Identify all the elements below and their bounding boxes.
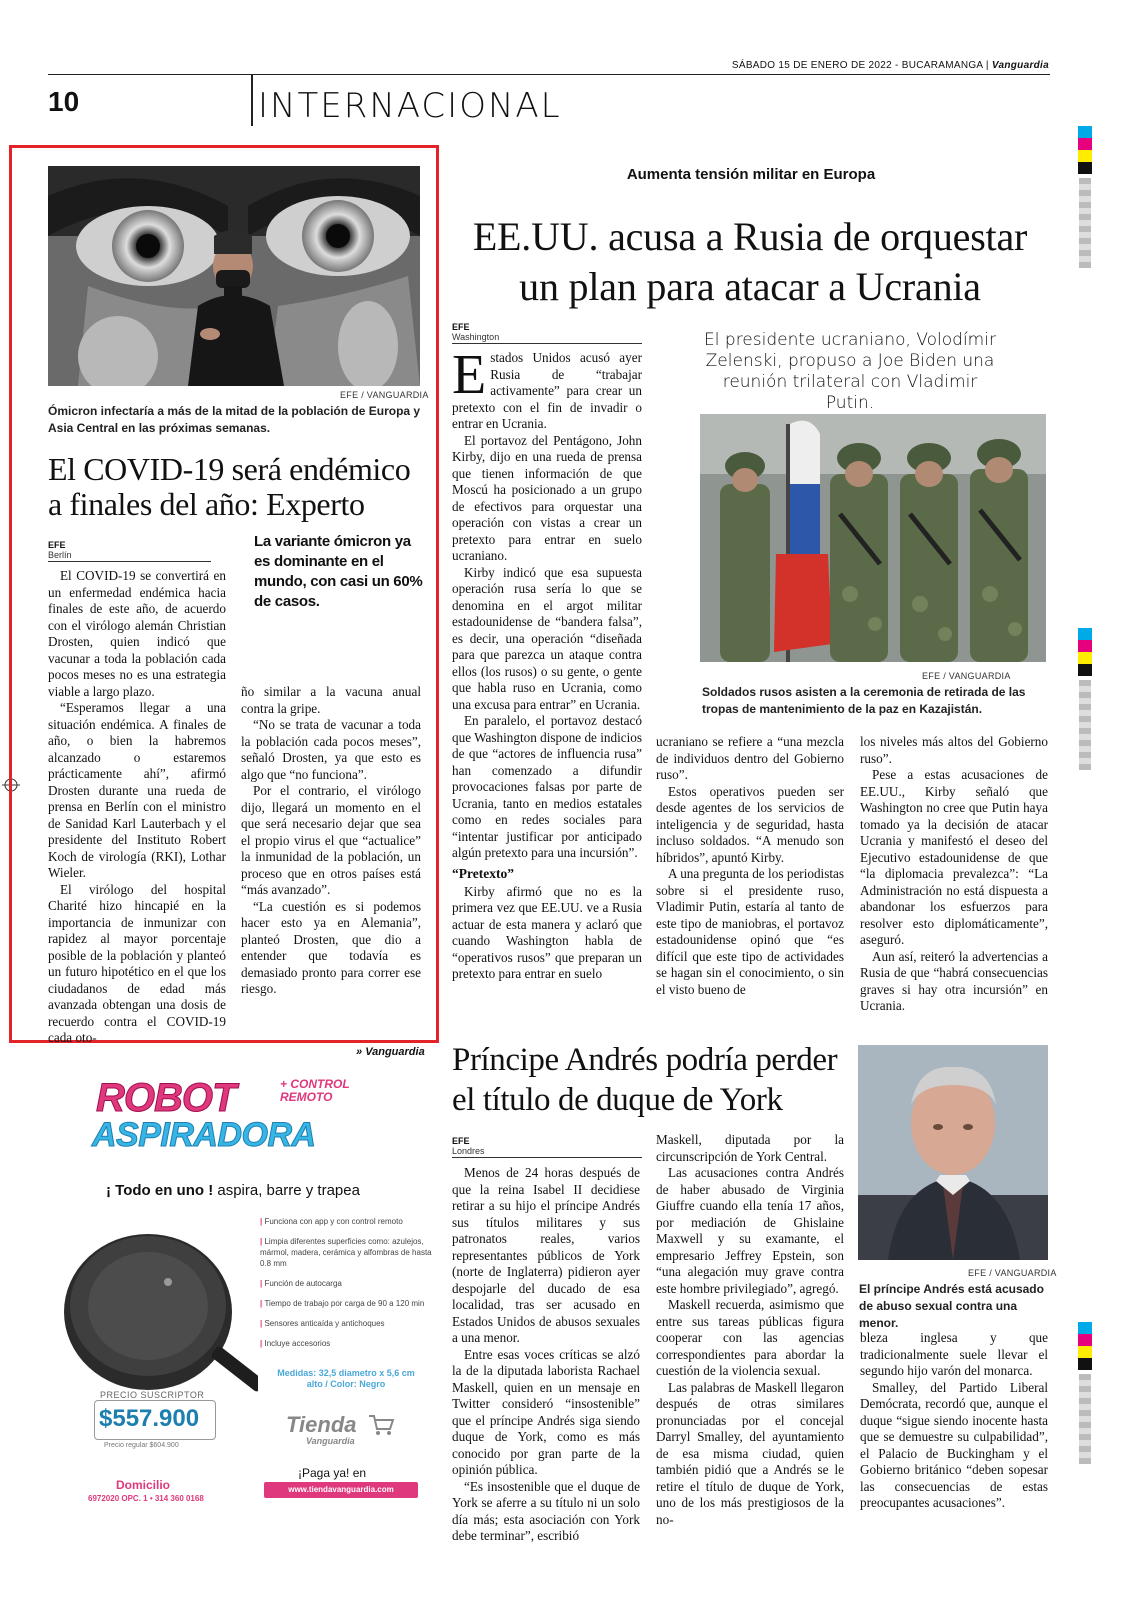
ad-feature: | Tiempo de trabajo por carga de 90 a 120 min — [260, 1298, 436, 1309]
paragraph: Menos de 24 horas después de que la reina Isabel II decidiese retirar a su hijo el príncipe Andrés sus títulos militares y sus patronatos reales, varios representantes públicos de York (norte de Inglaterra) pidieron ayer despojarle del ducado de esa localidad, tras ser acusado en Estados Unidos de abusos sexuales a una menor. — [452, 1165, 640, 1345]
paragraph: Smalley, del Partido Liberal Demócrata, recordó que, aunque el duque “sigue siendo inocente hasta que se demuestre su culpabilidad”, el Palacio de Buckingham y el Gobierno británico “deben sopesar las consecuencias de estas preocupantes acusaciones”. — [860, 1379, 1048, 1510]
paragraph: El virólogo del hospital Charité hizo hincapié en la importancia de inmunizar con rapidez al mayor porcentaje posible de la población y planteó un futuro hipotético en el que los ciudadanos de edad más avanzada obtengan una dosis de recuerdo contra el COVID-19 cada oto- — [48, 881, 226, 1045]
soldiers-photo-caption: Soldados rusos asisten a la ceremonia de retirada de las tropas de mantenimiento de la paz en Kazajistán. — [702, 685, 1026, 716]
soldiers-photo-credit: EFE / VANGUARDIA — [922, 671, 1011, 681]
andres-location: Londres — [452, 1146, 485, 1156]
ad-control-remoto: + CONTROL REMOTO — [280, 1077, 350, 1104]
paragraph: Aun así, reiteró la advertencias a Rusia de que “habrá consecuencias graves si hay otra incursión” en Ucrania. — [860, 948, 1048, 1013]
color-bar-bottom — [1078, 1322, 1092, 1370]
robot-vacuum-ad[interactable] — [48, 1062, 438, 1510]
paragraph: Por el contrario, el virólogo dijo, llegará un momento en el que será necesario dejar que sea el propio virus el que “actualice” la inmunidad de la población, un proceso que en otros países está “más avanzado”. — [241, 783, 421, 897]
ad-feature: | Sensores anticaída y antichoques — [260, 1318, 436, 1329]
russia-agency: EFE — [452, 322, 470, 332]
paragraph: Maskell recuerda, asimismo que entre sus tareas públicas figura cooperar con las agencias correspondientes para abordar la cuestión de la violencia sexual. — [656, 1297, 844, 1378]
covid-column-1 — [48, 568, 226, 1047]
color-bar-top — [1078, 126, 1092, 174]
paragraph: En paralelo, el portavoz destacó que Washington dispone de indicios de que “actores de influencia rusa” han comenzado a difundir provocaciones falsas por parte de Ucrania, tanto en medios estatales como en redes sociales para “intentar justificar por anticipado algún pretexto para una incursión”. — [452, 713, 642, 860]
brand-name: Vanguardia — [991, 60, 1049, 71]
paragraph: El COVID-19 se convertirá en un enfermedad endémica hacia finales de este año, de acuerdo con el virólogo alemán Christian Drosten, quien indicó que vacunar a toda la población cada pocos meses no es una estrategia viable a largo plazo. — [48, 568, 226, 699]
ad-regular-price: Precio regular $604.900 — [104, 1442, 179, 1449]
ad-robot-title: ROBOT — [96, 1076, 236, 1120]
andres-column-3 — [860, 1330, 1048, 1512]
gray-bar-middle — [1079, 680, 1091, 770]
paragraph: Las palabras de Maskell llegaron después de otras similares pronunciadas por el concejal Darryl Smalley, del ayuntamiento de esa misma ciudad, quien también pidió que a Andrés se le retire el título de duque de York, uno de los más prestigiosos de la no- — [656, 1379, 844, 1527]
ad-tagline: ¡ Todo en uno ! aspira, barre y trapea — [106, 1182, 360, 1199]
ad-feature: | Limpia diferentes superficies como: azulejos, mármol, madera, cerámica y alfombras de hasta 0.8 mm — [260, 1236, 436, 1269]
ad-price: $557.900 — [94, 1400, 216, 1440]
paragraph: “Es insostenible que el duque de York se aferre a su título ni un solo día más; esta asociación con York debe terminar”, escribió — [452, 1478, 640, 1543]
ad-feature: | Función de autocarga — [260, 1278, 436, 1289]
soldiers-photo — [700, 414, 1046, 662]
paragraph: ño similar a la vacuna anual contra la gripe. — [241, 684, 421, 716]
gray-bar-top — [1079, 178, 1091, 268]
ad-domicilio: Domicilio — [116, 1478, 171, 1492]
covid-photo-caption: Ómicron infectaría a más de la mitad de la población de Europa y Asia Central en las próximas semanas. — [48, 404, 421, 435]
russia-location: Washington — [452, 332, 500, 342]
andres-agency: EFE — [452, 1136, 470, 1146]
ad-tienda-logo: Tienda — [286, 1412, 357, 1437]
covid-pullquote: La variante ómicron ya es dominante en el mundo, con casi un 60% de casos. — [254, 533, 423, 610]
andres-photo-credit: EFE / VANGUARDIA — [968, 1268, 1057, 1278]
russia-subhead: “Pretexto” — [452, 865, 514, 881]
paragraph: Entre esas voces críticas se alzó la de la diputada laborista Rachael Maskell, quien en un mensaje en Twitter consideró “insostenible” que el príncipe Andrés siga siendo duque de York, como es más conocido por gran parte de la opinión pública. — [452, 1346, 640, 1477]
dateline: SÁBADO 15 DE ENERO DE 2022 - BUCARAMANGA | Vanguardia — [731, 60, 1049, 71]
covid-agency: EFE — [48, 540, 66, 550]
dropcap: E — [452, 344, 487, 406]
covid-photo-credit: EFE / VANGUARDIA — [340, 390, 429, 400]
ad-paga-ya: ¡Paga ya! en — [298, 1466, 367, 1480]
paragraph: “No se trata de vacunar a toda la población cada pocos meses”, señaló Drosten, ya que esto es algo que “no funciona”. — [241, 717, 421, 782]
ad-url-link[interactable]: www.tiendavanguardia.com — [264, 1482, 418, 1498]
russia-kicker: Aumenta tensión militar en Europa — [626, 166, 876, 183]
header-rule — [48, 74, 1050, 75]
paragraph: “La cuestión es si podemos hacer esto ya en Alemania”, planteó Drosten, que dio a entender que todavía es demasiado pronto para correr ese riesgo. — [241, 898, 421, 996]
ad-label: » Vanguardia — [356, 1046, 425, 1058]
russia-headline: EE.UU. acusa a Rusia de orquestar un plan para atacar a Ucrania — [472, 214, 1028, 309]
russia-column-2 — [656, 734, 844, 998]
andres-photo — [858, 1045, 1048, 1260]
color-bar-middle — [1078, 628, 1092, 676]
paragraph: Las acusaciones contra Andrés de haber abusado de Virginia Giuffre cuando ella tenía 17 años, por mediación de Ghislaine Maxwell y su examante, el empresario Jeffrey Epstein, son “una alegación muy grave contra este hombre privilegiado”, agregó. — [656, 1165, 844, 1296]
ad-tienda-sub: Vanguardia — [306, 1436, 355, 1446]
paragraph: Kirby indicó que esa supuesta operación rusa sería lo que se denomina en el argot militar estadounidense de “bandera falsa”, es decir, una operación “diseñada para que parezca un ataque contra ellos (los rusos) o su gente, o gente que habla ruso en Ucrania, como una excusa para entrar” en Ucrania. — [452, 564, 642, 712]
andres-headline: Príncipe Andrés podría perder el título de duque de York — [452, 1042, 838, 1118]
paragraph: El portavoz del Pentágono, John Kirby, dijo en una rueda de prensa que tienen información de que Moscú ha posicionado a un grupo de efectivos para orquestar una operación con vistas a crear un pretexto para entrar en suelo ucraniano. — [452, 432, 642, 563]
andres-agency-rule — [452, 1157, 642, 1158]
page-number: 10 — [48, 86, 80, 117]
andres-column-1 — [452, 1165, 640, 1545]
andres-photo-caption: El príncipe Andrés está acusado de abuso sexual contra una menor. — [859, 1282, 1044, 1330]
ad-feature: | Funciona con app y con control remoto — [260, 1216, 436, 1227]
paragraph: “Esperamos llegar a una situación endémica. A finales de año, o bien la habremos alcanzado o estaremos prácticamente ahí”, afirmó Drosten durante una rueda de prensa en Berlín con el ministro de Sanidad Karl Lauterbach y el presidente del Instituto Robert Koch de virología (RKI), Lothar Wieler. — [48, 700, 226, 880]
ad-features — [260, 1216, 436, 1358]
ad-feature: | Incluye accesorios — [260, 1338, 436, 1349]
paragraph: A una pregunta de los periodistas sobre si el presidente ruso, Vladimir Putin, estaría al tanto de este tipo de maniobras, el portavoz estadounidense opinó que “es difícil que este tipo de actividades se hagan sin el conocimiento, o sin el visto bueno de — [656, 866, 844, 997]
paragraph: los niveles más altos del Gobierno ruso”. — [860, 734, 1048, 766]
andres-column-2 — [656, 1132, 844, 1528]
paragraph: Maskell, diputada por la circunscripción de York Central. — [656, 1132, 844, 1164]
ad-medidas: Medidas: 32,5 diametro x 5,6 cm alto / Color: Negro — [277, 1368, 415, 1389]
covid-agency-rule — [48, 561, 211, 562]
lead-paragraph: Estados Unidos acusó ayer Rusia de “trabajar activamente” para crear un pretexto con el fin de invadir o entrar en Ucrania. — [452, 344, 642, 431]
paragraph: bleza inglesa y que tradicionalmente suele llevar el segundo hijo varón del monarca. — [860, 1330, 1048, 1378]
paragraph: Pese a estas acusaciones de EE.UU., Kirby señaló que Washington no cree que Putin haya tomado ya la decisión de atacar Ucrania y manifestó el deseo del Ejecutivo estadounidense de que “la diplomacia prevalezca”: “La Administración no está dispuesta a abandonar los esfuerzos para resolver esto diplomáticamente”, aseguró. — [860, 767, 1048, 947]
russia-deck: El presidente ucraniano, Volodímir Zelenski, propuso a Joe Biden una reunión trilateral con Vladimir Putin. — [704, 330, 996, 413]
section-title: INTERNACIONAL — [258, 86, 562, 126]
covid-photo — [48, 166, 420, 386]
ad-telefono: 6972020 OPC. 1 • 314 360 0168 — [88, 1494, 204, 1503]
shopping-cart-icon — [368, 1414, 394, 1436]
covid-location: Berlín — [48, 550, 72, 560]
header-separator — [251, 74, 253, 126]
covid-headline: El COVID-19 será endémico a finales del año: Experto — [48, 451, 411, 522]
paragraph: ucraniano se refiere a “una mezcla de individuos dentro del Gobierno ruso”. — [656, 734, 844, 782]
robot-vacuum-icon — [58, 1212, 258, 1402]
russia-column-3 — [860, 734, 1048, 1015]
covid-column-2 — [241, 684, 421, 998]
ad-aspiradora-title: ASPIRADORA — [92, 1116, 316, 1154]
paragraph: Kirby afirmó que no es la primera vez que EE.UU. ve a Rusia actuar de esta manera y aclaró que cuando Washington habla de “operativos rusos” que preparan un pretexto para entrar en suelo — [452, 883, 642, 981]
ad-price-label: PRECIO SUSCRIPTOR — [100, 1390, 205, 1400]
russia-column-1 — [452, 344, 642, 983]
gray-bar-bottom — [1079, 1374, 1091, 1464]
paragraph: Estos operativos pueden ser desde agentes de los servicios de inteligencia y de seguridad, hasta incluso soldados. “A menudo son híbridos”, apuntó Kirby. — [656, 783, 844, 865]
